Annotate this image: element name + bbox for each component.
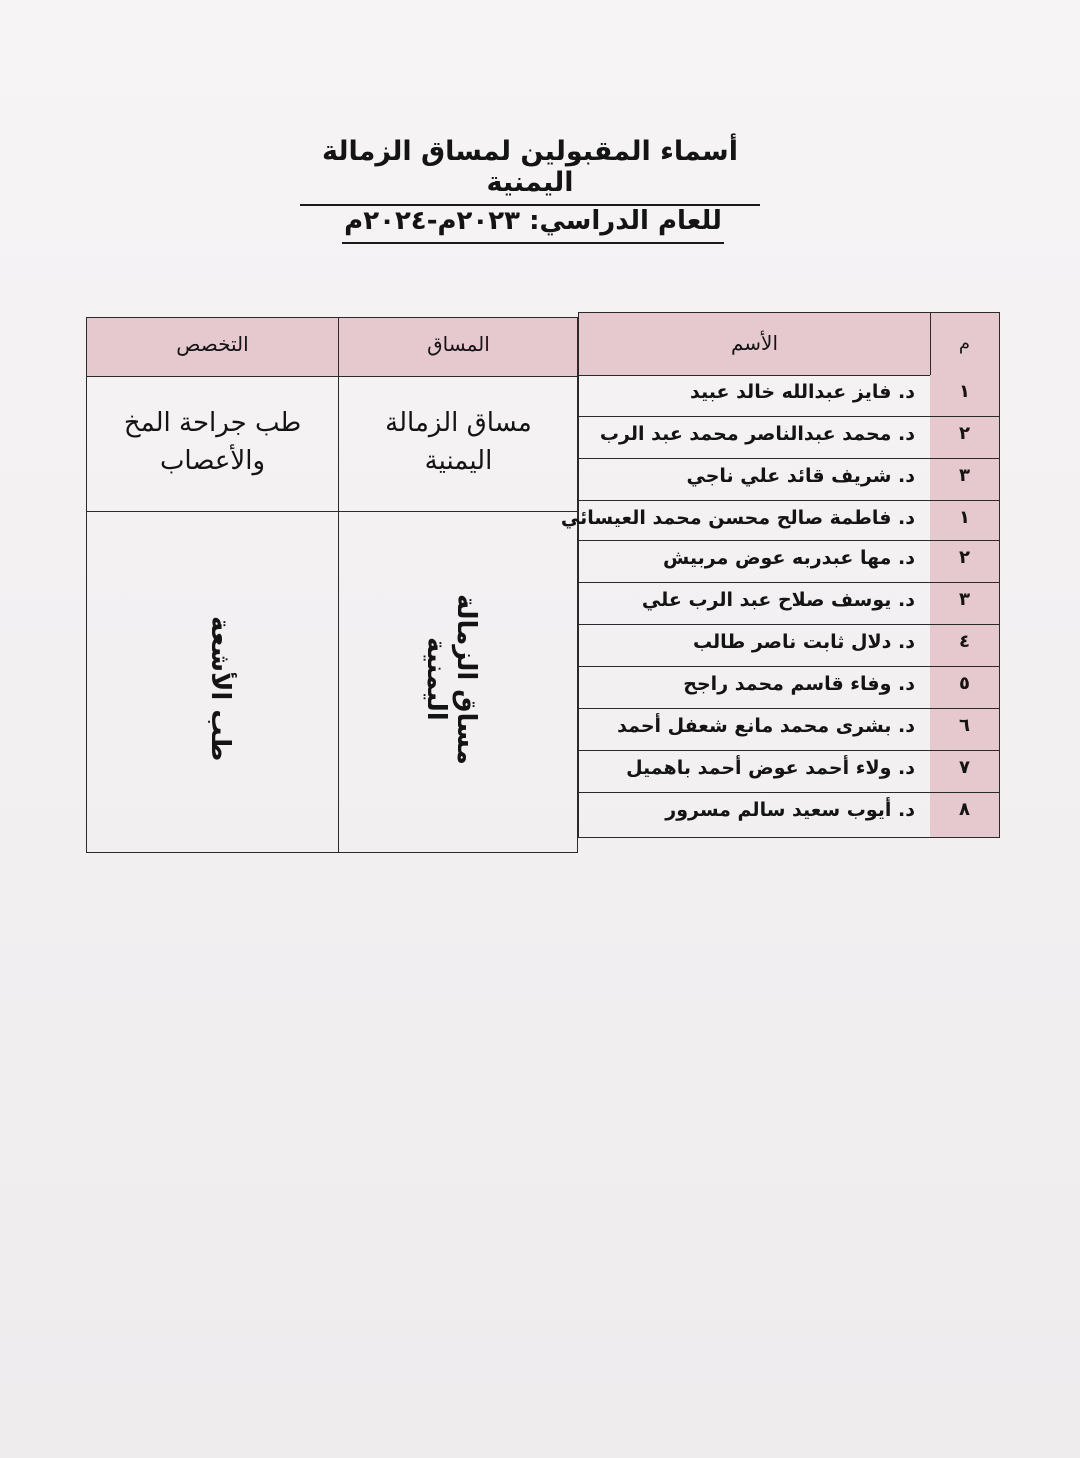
track-specialty-table [86,317,578,853]
table-row: ١ د. فاطمة صالح محسن محمد العيسائي [579,501,999,541]
group-1-track: مساق الزمالة اليمنية [385,408,532,476]
table-row: ٥ د. وفاء قاسم محمد راجح [579,667,999,709]
table-row: ٤ د. دلال ثابت ناصر طالب [579,625,999,667]
group-1-specialty: طب جراحة المخ والأعصاب [123,408,302,476]
group-2-track: مساق الزمالة اليمنية [421,593,481,765]
group-2-specialty: طب الأشعة [205,616,235,762]
page-subtitle: للعام الدراسي: ٢٠٢٣م-٢٠٢٤م [342,206,724,244]
header-number: م [958,333,971,354]
header-track: المساق [427,332,490,356]
names-table [560,312,1000,838]
header-name: الأسم [730,331,779,355]
page-title: أسماء المقبولين لمساق الزمالة اليمنية [300,136,760,206]
table-row: ٣ د. يوسف صلاح عبد الرب علي [579,583,999,625]
table-row: ٢ د. مها عبدربه عوض مربيش [579,541,999,583]
header-specialty: التخصص [176,332,249,356]
table-row: ٢ د. محمد عبدالناصر محمد عبد الرب [579,417,999,459]
table-row: ٣ د. شريف قائد علي ناجي [579,459,999,501]
names-header-row [579,313,999,376]
table-row: ٦ د. بشرى محمد مانع شعفل أحمد [579,709,999,751]
table-row: ١ د. فايز عبدالله خالد عبيد [579,375,999,417]
table-row: ٨ د. أيوب سعيد سالم مسرور [579,793,999,837]
table-row: ٧ د. ولاء أحمد عوض أحمد باهميل [579,751,999,793]
